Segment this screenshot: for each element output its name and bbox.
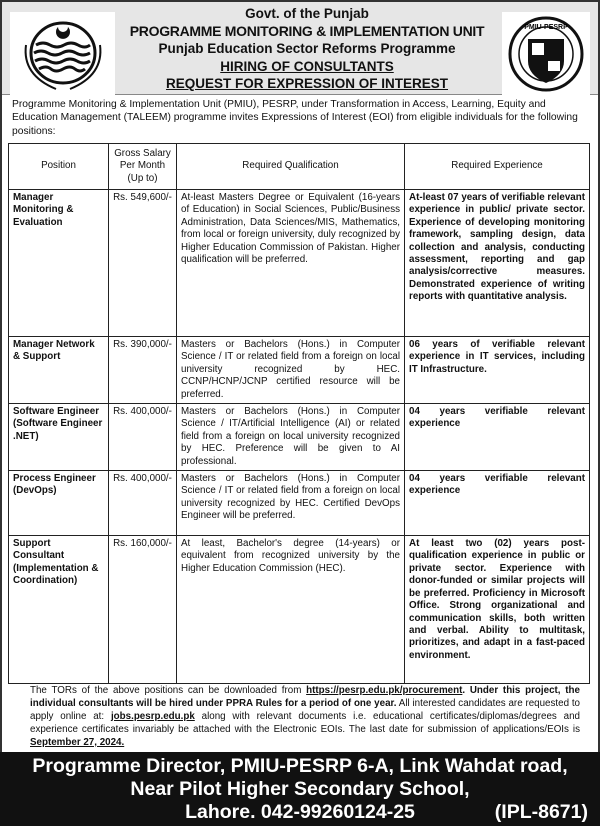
address-line-2: Near Pilot Higher Secondary School, [130,778,470,800]
qualification: Masters or Bachelors (Hons.) in Computer Science / IT or related field from a foreign on local university recognized by HEC. Certified DevOps Engineer will be preferred. [177,471,405,536]
position: Manager Network & Support [9,337,109,404]
qualification: Masters or Bachelors (Hons.) in Computer Science / IT/Artificial Intelligence (AI) or related field from a foreign on local university recognized by HEC. Preference will be given to AI professional. [177,404,405,471]
qualification: Masters or Bachelors (Hons.) in Computer Science / IT or related field from a foreign on local university recognized by HEC. CCNP/HCNP/JCNP certified resource will be preferred. [177,337,405,404]
jobs-portal-link[interactable]: jobs.pesrp.edu.pk [110,711,195,722]
contact-footer [0,752,600,826]
rfe-title: REQUEST FOR EXPRESSION OF INTEREST [165,76,449,91]
table-row [9,471,590,536]
qualification: At-least Masters Degree or Equivalent (16-years of Education) in Social Sciences, Public/Business Administration, Data Sciences/MIS, Mathematics, from local or foreign university, duly recognized by Higher Education Commission of Pakistan. Higher qualification will be preferred. [177,190,405,337]
table-row [9,337,590,404]
salary: Rs. 390,000/- [109,337,177,404]
govt-title: Govt. of the Punjab [245,6,369,21]
salary: Rs. 549,600/- [109,190,177,337]
punjab-emblem-icon [10,12,115,96]
table-row [9,190,590,337]
experience: 04 years verifiable relevant experience [405,404,590,471]
hiring-title: HIRING OF CONSULTANTS [220,58,394,74]
unit-title: PROGRAMME MONITORING & IMPLEMENTATION UNIT [129,22,485,39]
instructions-paragraph [30,684,580,749]
pmiu-pesrp-logo-icon [502,12,590,96]
instructions-text: All interested candidates are requested to apply online at: [30,698,580,722]
position: Support Consultant (Implementation & Coordination) [9,536,109,684]
header-experience: Required Experience [405,144,590,190]
instructions-bold-text: . Under this project, the individual consultants will be hired under PPRA Rules for a period of one year. [30,685,580,709]
experience: 04 years verifiable relevant experience [405,471,590,536]
experience: At-least 07 years of verifiable relevant experience in public/ private sector. Experience of developing monitoring framework, sampling design, data collection and analysis, conducting assessment, reporting and gap analysis/corrective measures. Demonstrated experience of writing reports with quantitative analysis. [405,190,590,337]
salary: Rs. 400,000/- [109,471,177,536]
address-line-1: Programme Director, PMIU-PESRP 6-A, Link Wahdat road, [32,755,568,777]
position: Manager Monitoring & Evaluation [9,190,109,337]
qualification: At least, Bachelor's degree (14-years) or equivalent from recognized university by the Higher Education Commission (HEC). [177,536,405,684]
procurement-link[interactable]: https://pesrp.edu.pk/procurement [306,685,463,696]
experience: 06 years of verifiable relevant experience in IT services, including IT Infrastructure. [405,337,590,404]
instructions-text: The TORs of the above positions can be downloaded from [30,685,307,696]
experience: At least two (02) years post-qualification experience in public or private sector. Experience with donor-funded or similar projects will be preferred. Proficiency in Microsoft Office. Strong organizational and communication skills, both written and verbal. Ability to multitask, prioritizes, and adapt in a fast-paced environment. [405,536,590,684]
salary: Rs. 400,000/- [109,404,177,471]
table-row [9,536,590,684]
header-position: Position [9,144,109,190]
header [2,2,598,95]
position: Software Engineer (Software Engineer .NET) [9,404,109,471]
table-header-row [9,144,590,190]
programme-title: Punjab Education Sector Reforms Programme [158,41,456,56]
ad-reference: (IPL-8671) [494,801,588,823]
positions-table [8,143,590,684]
position: Process Engineer (DevOps) [9,471,109,536]
address-line-3: Lahore. 042-99260124-25 [185,801,415,823]
header-salary: Gross Salary Per Month (Up to) [109,144,177,190]
intro-paragraph: Programme Monitoring & Implementation Unit (PMIU), PESRP, under Transformation in Access, Learning, Equity and Education Management (TALEEM) programme invites Expressions of Interest (EOI) from eligible individuals for the following positions: [12,99,578,137]
instructions-text: along with relevant documents i.e. educational certificates/diplomas/degrees and experience certificates invariably be attached with the Electronic EOIs. The last date for submission of applications/EOIs is [30,711,580,735]
deadline: September 27, 2024. [30,737,125,748]
table-row [9,404,590,471]
salary: Rs. 160,000/- [109,536,177,684]
svg-text:PMIU-PESRP: PMIU-PESRP [524,24,568,31]
header-qualification: Required Qualification [177,144,405,190]
